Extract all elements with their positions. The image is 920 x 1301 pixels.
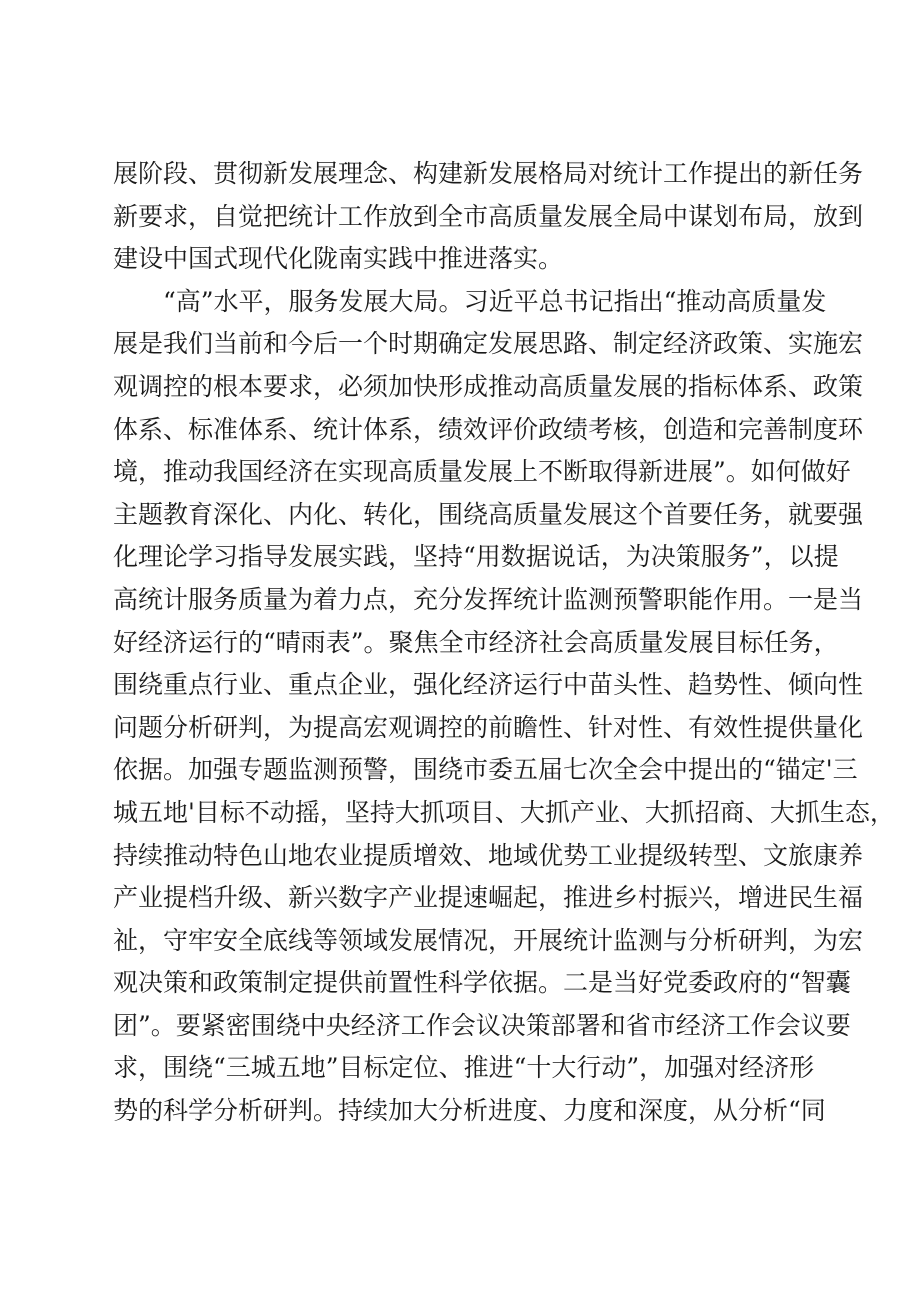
text-line: “高”水平，服务发展大局。习近平总书记指出“推动高质量发 xyxy=(163,286,827,316)
text-line: 新要求，自觉把统计工作放到全市高质量发展全局中谋划布局，放到 xyxy=(113,201,864,231)
text-line: 观决策和政策制定提供前置性科学依据。二是当好党委政府的“智囊 xyxy=(113,968,851,998)
text-line: 团”。要紧密围绕中央经济工作会议决策部署和省市经济工作会议要 xyxy=(113,1010,851,1040)
text-line: 展阶段、贯彻新发展理念、构建新发展格局对统计工作提出的新任务 xyxy=(113,159,864,188)
text-line: 观调控的根本要求，必须加快形成推动高质量发展的指标体系、政策 xyxy=(113,371,864,401)
text-line: 问题分析研判，为提高宏观调控的前瞻性、针对性、有效性提供量化 xyxy=(113,712,864,742)
text-line: 持续推动特色山地农业提质增效、地域优势工业提级转型、文旅康养 xyxy=(113,840,864,870)
paragraph-1 xyxy=(113,153,864,281)
text-line: 城五地'目标不动摇，坚持大抓项目、大抓产业、大抓招商、大抓生态， xyxy=(113,797,895,827)
document-body xyxy=(113,153,895,1133)
text-line: 势的科学分析研判。持续加大分析进度、力度和深度，从分析“同 xyxy=(113,1096,826,1126)
text-line: 境，推动我国经济在实现高质量发展上不断取得新进展”。如何做好 xyxy=(113,457,851,487)
text-line: 展是我们当前和今后一个时期确定发展思路、制定经济政策、实施宏 xyxy=(113,329,864,359)
text-line: 产业提档升级、新兴数字产业提速崛起，推进乡村振兴，增进民生福 xyxy=(113,883,864,913)
text-line: 祉，守牢安全底线等领域发展情况，开展统计监测与分析研判，为宏 xyxy=(113,925,864,955)
text-line: 依据。加强专题监测预警，围绕市委五届七次全会中提出的“锚定'三 xyxy=(113,755,858,785)
text-line: 建设中国式现代化陇南实践中推进落实。 xyxy=(113,244,564,274)
paragraph-2 xyxy=(113,281,895,1133)
text-line: 高统计服务质量为着力点，充分发挥统计监测预警职能作用。一是当 xyxy=(113,584,864,614)
text-line: 求，围绕“三城五地”目标定位、推进“十大行动”，加强对经济形 xyxy=(113,1053,815,1083)
text-line: 化理论学习指导发展实践，坚持“用数据说话，为决策服务”，以提 xyxy=(113,542,839,572)
text-line: 围绕重点行业、重点企业，强化经济运行中苗头性、趋势性、倾向性 xyxy=(113,670,864,700)
text-line: 好经济运行的“晴雨表”。聚焦全市经济社会高质量发展目标任务， xyxy=(113,627,839,657)
text-line: 体系、标准体系、统计体系，绩效评价政绩考核，创造和完善制度环 xyxy=(113,414,864,444)
text-line: 主题教育深化、内化、转化，围绕高质量发展这个首要任务，就要强 xyxy=(113,499,864,529)
